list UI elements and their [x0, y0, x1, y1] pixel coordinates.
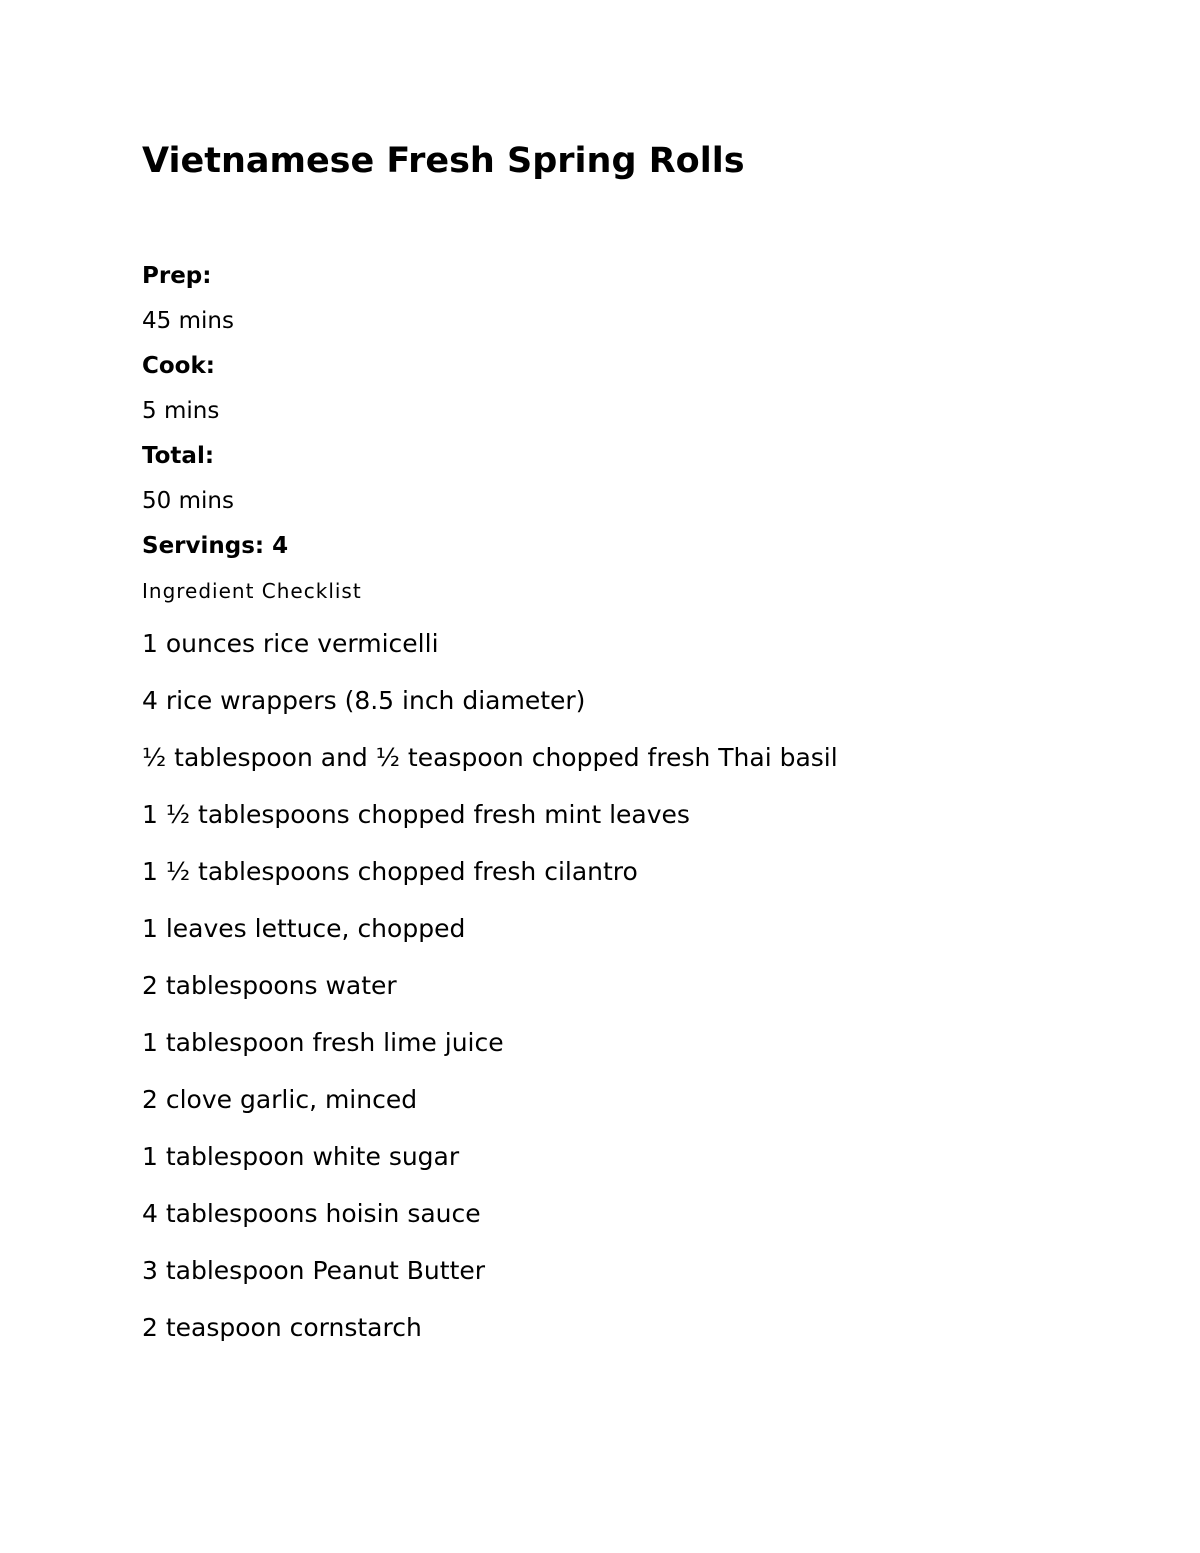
ingredient-item: 2 teaspoon cornstarch: [142, 1313, 422, 1342]
ingredient-item: 2 tablespoons water: [142, 971, 397, 1000]
cook-value: 5 mins: [142, 398, 220, 424]
ingredient-list: [142, 628, 838, 1369]
ingredient-item: 1 tablespoon white sugar: [142, 1142, 460, 1171]
cook-label: Cook:: [142, 353, 215, 379]
ingredient-item: 4 tablespoons hoisin sauce: [142, 1199, 481, 1228]
ingredient-checklist-heading: Ingredient Checklist: [142, 579, 362, 603]
recipe-title: Vietnamese Fresh Spring Rolls: [142, 141, 745, 181]
ingredient-item: 4 rice wrappers (8.5 inch diameter): [142, 686, 586, 715]
ingredient-item: 1 ounces rice vermicelli: [142, 629, 439, 658]
prep-value: 45 mins: [142, 308, 234, 334]
ingredient-item: 1 leaves lettuce, chopped: [142, 914, 466, 943]
ingredient-item: 3 tablespoon Peanut Butter: [142, 1256, 486, 1285]
ingredient-item: 1 ½ tablespoons chopped fresh mint leaves: [142, 800, 690, 829]
total-value: 50 mins: [142, 488, 234, 514]
ingredient-item: ½ tablespoon and ½ teaspoon chopped fresh Thai basil: [142, 743, 838, 772]
total-label: Total:: [142, 443, 215, 469]
ingredient-item: 1 tablespoon fresh lime juice: [142, 1028, 504, 1057]
prep-label: Prep:: [142, 263, 212, 289]
ingredient-item: 2 clove garlic, minced: [142, 1085, 418, 1114]
servings: Servings: 4: [142, 533, 289, 559]
ingredient-item: 1 ½ tablespoons chopped fresh cilantro: [142, 857, 638, 886]
